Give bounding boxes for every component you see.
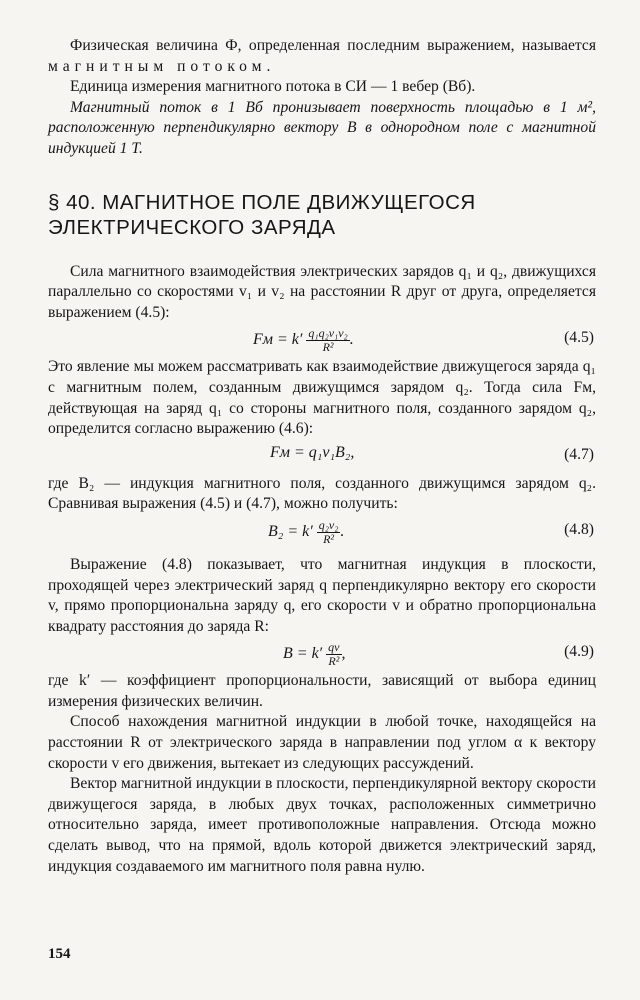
eq45-lhs: Fм = k′ [253, 331, 303, 349]
equation-4-8 [48, 515, 596, 549]
intro-paragraph [48, 36, 596, 77]
intro-text: Физическая величина Ф, определенная последним выражением, называется [70, 37, 596, 54]
eq47-label: (4.7) [564, 445, 594, 463]
paragraph-3: где B₂ — индукция магнитного поля, созданного движущимся зарядом q₂. Сравнивая выражения (4.5) и (4.7), можно получить: [48, 474, 596, 513]
unit-paragraph: Единица измерения магнитного потока в СИ — 1 вебер (Вб). [70, 78, 476, 96]
eq45-tail: . [349, 331, 354, 349]
eq49-denominator: R² [328, 654, 340, 669]
eq48-lhs: B₂ = k′ [268, 523, 313, 541]
page-content [48, 36, 596, 877]
eq49-tail: , [341, 645, 346, 663]
paragraph-5: где k′ — коэффициент пропорциональности, зависящий от выбора единиц измерения физических величин. [48, 672, 596, 710]
eq48-denominator: R² [323, 531, 335, 546]
eq48-label: (4.8) [564, 520, 594, 538]
eq48-tail: . [340, 523, 345, 541]
paragraph-7: Вектор магнитной индукции в плоскости, перпендикулярной вектору скорости движущегося заряда, в любых двух точках, расположенных симметрично относительно заряда, имеет противоположные направления. Отсюда можно сделать вывод, что на прямой, вдоль которой движется электрический заряд, индукция создаваемого им магнитного поля равна нулю. [48, 775, 596, 875]
eq49-label: (4.9) [564, 643, 594, 661]
eq49-numerator: qv [328, 640, 340, 655]
section-title: § 40. МАГНИТНОЕ ПОЛЕ ДВИЖУЩЕГОСЯ ЭЛЕКТРИЧЕСКОГО ЗАРЯДА [48, 190, 476, 239]
eq45-numerator: q₁q₂v₁v₂ [308, 326, 348, 341]
eq48-fraction [317, 519, 341, 546]
page-number: 154 [48, 946, 71, 962]
eq49-fraction [326, 641, 341, 668]
paragraph-4: Выражение (4.8) показывает, что магнитная индукция в плоскости, проходящей через электрический заряд q перпендикулярно вектору его скорости v, прямо пропорциональна заряду q, его скорости v и обратно пропорциональна квадрату расстояния до заряда R: [48, 555, 596, 635]
eq47-expr: Fм = q₁v₁B₂, [270, 443, 355, 461]
paragraph-1: Сила магнитного взаимодействия электрических зарядов q₁ и q₂, движущихся параллельно со скоростями v₁ и v₂ на расстоянии R друг от друга, определяется выражением (4.5): [48, 262, 596, 321]
equation-4-9 [48, 637, 596, 671]
equation-4-5 [48, 323, 596, 357]
eq49-lhs: B = k′ [283, 645, 323, 663]
term-magnetic-flux: магнитным потоком. [48, 57, 276, 75]
paragraph-6: Способ нахождения магнитной индукции в любой точке, находящейся на расстоянии R от электрического заряда в направлении под углом α к вектору скорости v его движения, вытекает из следующих рассуждений. [48, 713, 596, 772]
definition-paragraph: Магнитный поток в 1 Вб пронизывает поверхность площадью в 1 м², расположенную перпендикулярно вектору B в однородном поле с магнитной индукцией 1 Т. [48, 98, 596, 157]
eq45-denominator: R² [322, 340, 334, 355]
eq45-label: (4.5) [564, 329, 594, 347]
paragraph-2: Это явление мы можем рассматривать как взаимодействие движущегося заряда q₁ с магнитным полем, созданным движущимся зарядом q₂. Тогда сила Fм, действующая на заряд q₁ со стороны магнитного поля, созданного зарядом q₂, определится согласно выражению (4.6): [48, 358, 596, 438]
equation-4-7 [48, 440, 596, 474]
eq45-fraction [306, 327, 349, 354]
eq48-numerator: q₂v₂ [318, 517, 339, 532]
